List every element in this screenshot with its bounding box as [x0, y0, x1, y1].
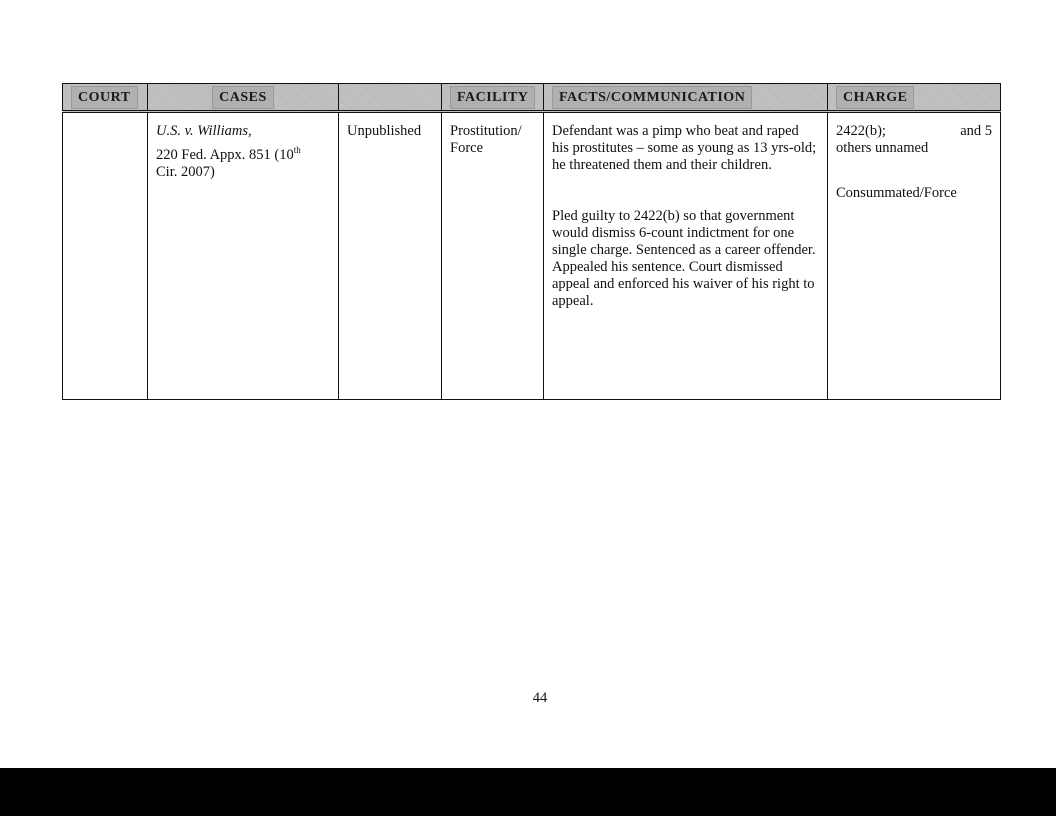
header-facts: FACTS/COMMUNICATION [544, 84, 828, 112]
facts-paragraph-1: Defendant was a pimp who beat and raped his prostitutes – some as young as 13 yrs-old; he threatened them and their children. [552, 123, 817, 173]
charge-type: Consummated/Force [836, 185, 957, 201]
cell-facts [544, 112, 828, 400]
cases-table [62, 83, 1001, 400]
table-header-row [63, 84, 1001, 112]
case-name: U.S. v. Williams, [156, 123, 252, 139]
charge-others: others unnamed [836, 140, 929, 156]
cell-cases [148, 112, 339, 400]
charge-and: and 5 [960, 123, 992, 139]
table-row [63, 112, 1001, 400]
charge-statute: 2422(b); [836, 123, 886, 139]
header-charge: CHARGE [828, 84, 1001, 112]
header-publication [339, 84, 442, 112]
case-citation: 220 Fed. Appx. 851 (10th Cir. 2007) [156, 145, 301, 180]
cell-facility: Prostitution/ Force [442, 112, 544, 400]
scan-border [0, 768, 1056, 816]
cell-publication: Unpublished [339, 112, 442, 400]
page-number: 44 [532, 690, 548, 706]
cell-court [63, 112, 148, 400]
header-court: COURT [63, 84, 148, 112]
facts-paragraph-2: Pled guilty to 2422(b) so that government would dismiss 6-count indictment for one single charge. Sentenced as a career offender. Appealed his sentence. Court dismissed appeal and enforced his waiver of his right to appeal. [552, 208, 816, 309]
header-cases: CASES [148, 84, 339, 112]
header-facility: FACILITY [442, 84, 544, 112]
cell-charge [828, 112, 1001, 400]
